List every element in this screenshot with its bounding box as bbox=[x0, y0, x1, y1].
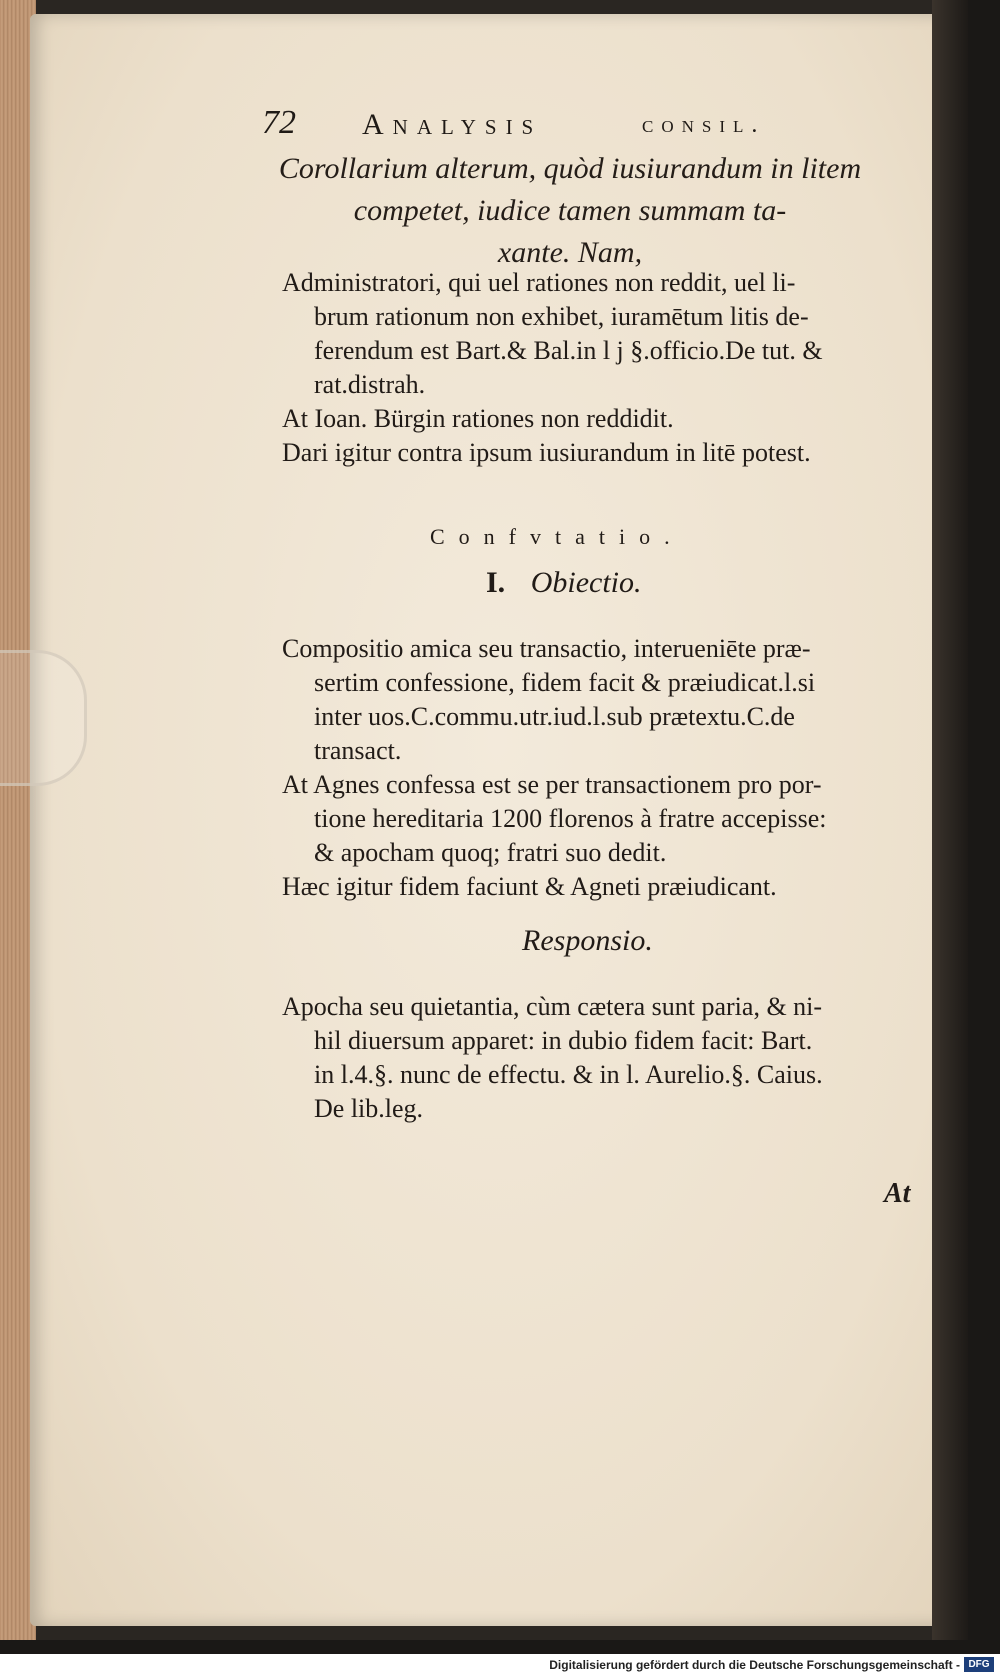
text-line: brum rationum non exhibet, iuramētum litis de- bbox=[314, 302, 809, 331]
dfg-logo: DFG bbox=[964, 1657, 994, 1672]
text-line: De lib.leg. bbox=[314, 1094, 424, 1123]
obiectio-number: I. bbox=[486, 566, 506, 599]
text-line: hil diuersum apparet: in dubio fidem facit: Bart. bbox=[314, 1026, 813, 1055]
text-line: sertim confessione, fidem facit & præiudicat.l.si bbox=[314, 668, 816, 697]
corollary-line: competet, iudice tamen summam ta- bbox=[353, 194, 787, 227]
text-line: & apocham quoq; fratri suo dedit. bbox=[314, 838, 667, 867]
running-head bbox=[262, 104, 832, 152]
syllogism-2 bbox=[282, 632, 862, 904]
footer-credit: Digitalisierung gefördert durch die Deutsche Forschungsgemeinschaft - bbox=[549, 1658, 960, 1672]
responsio-heading: Responsio. bbox=[522, 924, 653, 957]
text-line: Dari igitur contra ipsum iusiurandum in litē potest. bbox=[282, 438, 811, 467]
text-line: At Ioan. Bürgin rationes non reddidit. bbox=[282, 404, 674, 433]
obiectio-label: Obiectio. bbox=[530, 566, 642, 599]
text-line: transact. bbox=[314, 736, 402, 765]
text-line: rat.distrah. bbox=[314, 370, 426, 399]
syllogism-1 bbox=[282, 266, 862, 470]
text-line: Administratori, qui uel rationes non reddit, uel li- bbox=[282, 268, 796, 297]
text-line: At Agnes confessa est se per transactionem pro por- bbox=[282, 770, 822, 799]
gutter-shadow bbox=[932, 0, 968, 1640]
text-line: Hæc igitur fidem faciunt & Agneti præiudicant. bbox=[282, 872, 777, 901]
text-line: inter uos.C.commu.utr.iud.l.sub prætextu.C.de bbox=[314, 702, 795, 731]
corollary-heading bbox=[270, 148, 870, 274]
responsio-text bbox=[282, 990, 862, 1126]
page-number: 72 bbox=[262, 104, 296, 141]
text-line: tione hereditaria 1200 florenos à fratre accepisse: bbox=[314, 804, 827, 833]
obiectio-heading bbox=[486, 566, 642, 600]
text-line: Apocha seu quietantia, cùm cætera sunt paria, & ni- bbox=[282, 992, 823, 1021]
corollary-line: xante. Nam, bbox=[497, 236, 643, 269]
text-line: in l.4.§. nunc de effectu. & in l. Aurelio.§. Caius. bbox=[314, 1060, 823, 1089]
footer-bar bbox=[0, 1654, 1000, 1676]
page-clip bbox=[0, 650, 87, 786]
confutatio-heading: Confvtatio. bbox=[430, 524, 684, 549]
text-line: ferendum est Bart.& Bal.in l j §.officio.De tut. & bbox=[314, 336, 823, 365]
text-line: Compositio amica seu transactio, interueniēte præ- bbox=[282, 634, 811, 663]
catchword: At bbox=[884, 1178, 911, 1209]
corollary-line: Corollarium alterum, quòd iusiurandum in litem bbox=[278, 152, 862, 185]
running-title-cont: consil. bbox=[642, 112, 766, 138]
running-title: Analysis bbox=[362, 108, 543, 141]
